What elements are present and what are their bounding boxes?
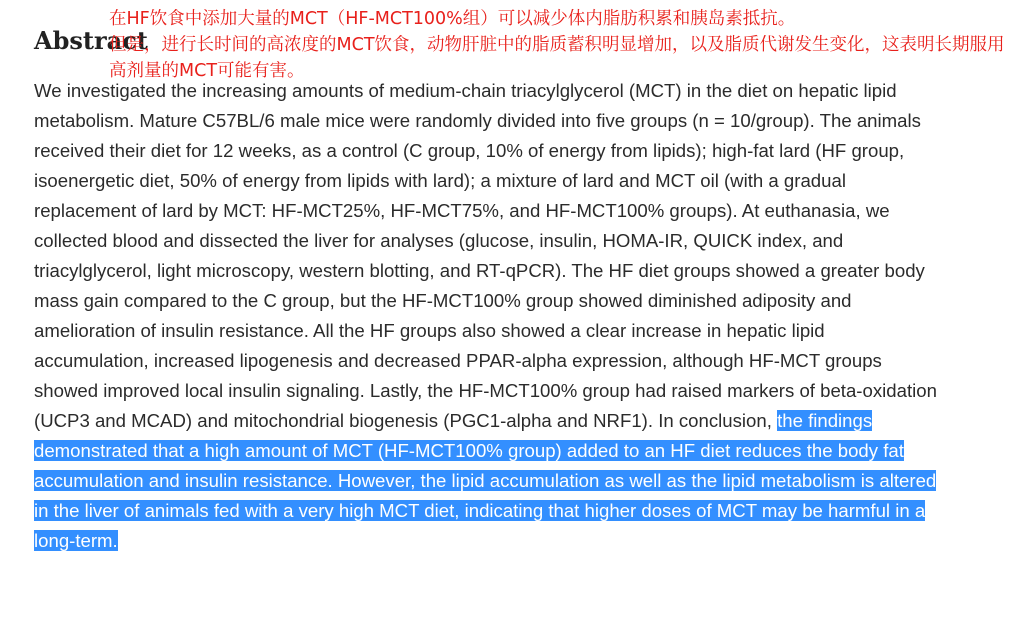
- translation-annotation: [109, 6, 1014, 84]
- abstract-unselected-text[interactable]: We investigated the increasing amounts of medium-chain triacylglycerol (MCT) in the diet on hepatic lipid metabolism. Mature C57BL/6 male mice were randomly divided into five groups (n = 10/group). The animals received their diet for 12 weeks, as a control (C group, 10% of energy from lipids); high-fat lard (HF group, isoenergetic diet, 50% of energy from lipids with lard); a mixture of lard and MCT oil (with a gradual replacement of lard by MCT: HF-MCT25%, HF-MCT75%, and HF-MCT100% groups). At euthanasia, we collected blood and dissected the liver for analyses (glucose, insulin, HOMA-IR, QUICK index, and triacylglycerol, light microscopy, western blotting, and RT-qPCR). The HF diet groups showed a greater body mass gain compared to the C group, but the HF-MCT100% group showed diminished adiposity and amelioration of insulin resistance. All the HF groups also showed a clear increase in hepatic lipid accumulation, increased lipogenesis and decreased PPAR-alpha expression, although HF-MCT groups showed improved local insulin signaling. Lastly, the HF-MCT100% group had raised markers of beta-oxidation (UCP3 and MCAD) and mitochondrial biogenesis (PGC1-alpha and NRF1). In conclusion,: [34, 80, 937, 431]
- abstract-text[interactable]: [34, 76, 940, 556]
- annotation-line-2: 但是，进行长时间的高浓度的MCT饮食，动物肝脏中的脂质蓄积明显增加，以及脂质代谢发生变化，这表明长期服用高剂量的MCT可能有害。: [109, 35, 1005, 81]
- selected-text-highlight[interactable]: the findings demonstrated that a high amount of MCT (HF-MCT100% group) added to an HF diet reduces the body fat accumulation and insulin resistance. However, the lipid accumulation as well as the lipid metabolism is altered in the liver of animals fed with a very high MCT diet, indicating that higher doses of MCT may be harmful in a long-term.: [34, 410, 937, 551]
- section-heading: Abstract: [34, 26, 148, 55]
- annotation-line-1: 在HF饮食中添加大量的MCT（HF-MCT100%组）可以减少体内脂肪积累和胰岛素抵抗。: [109, 9, 796, 29]
